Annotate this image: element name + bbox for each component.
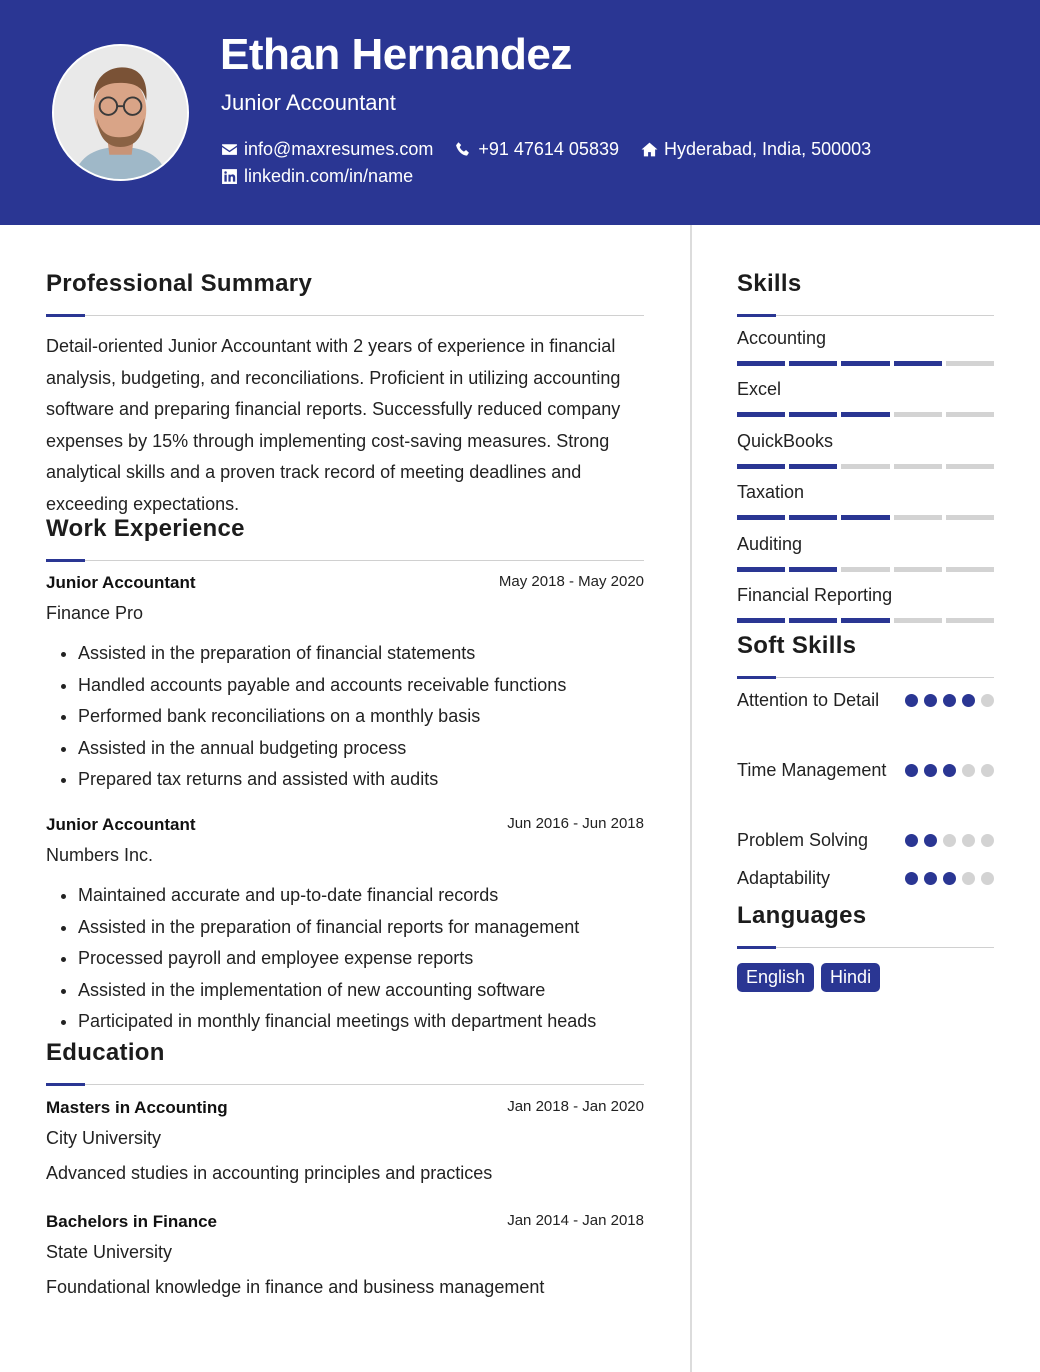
skill-level-segment [894, 412, 942, 417]
skills-section [737, 270, 994, 317]
phone-icon [455, 141, 472, 158]
rating-dot [905, 834, 918, 847]
rating-dot [962, 694, 975, 707]
skill-item [737, 534, 994, 572]
job-company: Numbers Inc. [46, 845, 154, 865]
rating-dot [962, 872, 975, 885]
languages-heading: Languages [737, 902, 867, 929]
skill-name: Excel [737, 379, 782, 399]
summary-heading: Professional Summary [46, 270, 313, 297]
phone-contact[interactable] [455, 139, 619, 160]
skill-level-segment [737, 618, 785, 623]
skill-level-segment [737, 361, 785, 366]
soft-skill-rating [905, 825, 994, 856]
bullet-item: • Prepared tax returns and assisted with audits [78, 764, 644, 796]
section-rule [46, 1083, 644, 1086]
skill-level-bar [737, 412, 994, 417]
language-tag: Hindi [821, 963, 880, 992]
degree-title: Masters in Accounting [46, 1098, 228, 1117]
soft-skills-section [737, 632, 994, 679]
skill-name: Accounting [737, 328, 827, 348]
rating-dot [924, 834, 937, 847]
school-name: State University [46, 1242, 173, 1262]
education-date: Jan 2018 - Jan 2020 [507, 1098, 644, 1115]
skill-level-bar [737, 618, 994, 623]
bullet-item: • Assisted in the implementation of new accounting software [78, 975, 644, 1007]
skill-level-segment [946, 618, 994, 623]
language-tags [737, 963, 994, 992]
address-text: Hyderabad, India, 500003 [663, 139, 872, 159]
job-date: May 2018 - May 2020 [498, 573, 644, 590]
bullet-item: • Performed bank reconciliations on a monthly basis [78, 701, 644, 733]
bullet-item: • Maintained accurate and up-to-date financial records [78, 880, 644, 912]
rating-dot [962, 764, 975, 777]
section-rule [737, 314, 994, 317]
rating-dot [943, 872, 956, 885]
rating-dot [943, 834, 956, 847]
skill-level-segment [737, 464, 785, 469]
phone-text: +91 47614 05839 [478, 139, 619, 159]
skill-item [737, 328, 994, 366]
skill-level-segment [789, 618, 837, 623]
soft-skill-item [737, 685, 994, 716]
skill-item [737, 431, 994, 469]
skill-level-segment [737, 412, 785, 417]
job-date: Jun 2016 - Jun 2018 [507, 815, 644, 832]
skill-level-segment [841, 567, 889, 572]
skill-name: Taxation [737, 482, 805, 502]
skill-level-segment [894, 361, 942, 366]
skill-level-segment [789, 361, 837, 366]
skill-level-segment [789, 412, 837, 417]
linkedin-contact[interactable] [221, 166, 413, 187]
section-rule [46, 314, 644, 317]
experience-section [46, 515, 644, 562]
job-entry [46, 815, 644, 1038]
skill-level-segment [737, 567, 785, 572]
bullet-item: • Processed payroll and employee expense reports [78, 943, 644, 975]
rating-dot [905, 764, 918, 777]
skills-heading: Skills [737, 270, 802, 297]
skill-name: QuickBooks [737, 431, 834, 451]
skill-item [737, 379, 994, 417]
resume-header [0, 0, 1040, 225]
skill-name: Financial Reporting [737, 585, 893, 605]
education-heading: Education [46, 1039, 165, 1066]
skill-name: Auditing [737, 534, 803, 554]
job-entry [46, 573, 644, 796]
contact-row [221, 139, 893, 160]
bullet-item: • Handled accounts payable and accounts receivable functions [78, 670, 644, 702]
linkedin-text: linkedin.com/in/name [244, 166, 414, 186]
skill-level-segment [789, 464, 837, 469]
section-heading [46, 270, 644, 310]
rating-dot [924, 872, 937, 885]
skill-level-segment [946, 361, 994, 366]
rating-dot [943, 694, 956, 707]
skill-level-segment [894, 464, 942, 469]
experience-heading: Work Experience [46, 515, 245, 542]
education-date: Jan 2014 - Jan 2018 [507, 1212, 644, 1229]
section-heading [737, 632, 994, 672]
section-rule [737, 946, 994, 949]
rating-dot [924, 694, 937, 707]
education-entry [46, 1212, 644, 1298]
profile-photo-icon [54, 46, 187, 179]
soft-skill-item [737, 825, 994, 856]
summary-section [46, 270, 644, 521]
skill-level-segment [737, 515, 785, 520]
rating-dot [943, 764, 956, 777]
soft-skill-item [737, 755, 994, 786]
contact-row-2 [221, 166, 435, 187]
skill-level-segment [789, 567, 837, 572]
job-title: Junior Accountant [46, 815, 196, 834]
skill-level-bar [737, 567, 994, 572]
skill-item [737, 482, 994, 520]
skill-level-bar [737, 464, 994, 469]
section-heading [737, 902, 994, 942]
rating-dot [962, 834, 975, 847]
job-bullets [46, 880, 644, 1038]
skill-level-segment [946, 515, 994, 520]
soft-skill-rating [905, 755, 994, 786]
column-divider [690, 225, 692, 1372]
envelope-icon [221, 141, 238, 158]
section-rule [737, 676, 994, 679]
education-description: Advanced studies in accounting principles and practices [46, 1163, 493, 1183]
skill-level-segment [946, 464, 994, 469]
skill-level-segment [841, 361, 889, 366]
rating-dot [981, 872, 994, 885]
bullet-item: • Participated in monthly financial meetings with department heads [78, 1006, 644, 1038]
bullet-item: • Assisted in the preparation of financial statements [78, 638, 644, 670]
skill-level-segment [841, 464, 889, 469]
address-contact [641, 139, 871, 160]
soft-skill-item [737, 863, 994, 894]
skill-level-segment [946, 412, 994, 417]
home-icon [641, 141, 658, 158]
school-name: City University [46, 1128, 162, 1148]
section-heading [737, 270, 994, 310]
email-contact[interactable] [221, 139, 433, 160]
section-rule [46, 559, 644, 562]
skill-level-segment [894, 515, 942, 520]
bullet-item: • Assisted in the preparation of financial reports for management [78, 912, 644, 944]
rating-dot [981, 694, 994, 707]
soft-skill-rating [905, 685, 994, 716]
avatar [52, 44, 189, 181]
degree-title: Bachelors in Finance [46, 1212, 217, 1231]
skill-level-segment [841, 412, 889, 417]
rating-dot [924, 764, 937, 777]
job-company: Finance Pro [46, 603, 144, 623]
summary-text: Detail-oriented Junior Accountant with 2 years of experience in financial analysis, budgeting, and reconciliations. Proficient in utilizing accounting software and preparing financial reports. Successfully reduced company expenses by 15% through implementing cost-saving measures. Strong analytical skills and a proven track record of meeting deadlines and exceeding expectations. [46, 336, 621, 514]
language-tag: English [737, 963, 814, 992]
education-section [46, 1039, 644, 1086]
rating-dot [905, 694, 918, 707]
email-text: info@maxresumes.com [244, 139, 434, 159]
section-heading [46, 515, 644, 555]
soft-skill-name: Attention to Detail [737, 690, 880, 710]
skill-level-bar [737, 361, 994, 366]
soft-skill-name: Time Management [737, 760, 887, 780]
bullet-item: • Assisted in the annual budgeting process [78, 733, 644, 765]
rating-dot [905, 872, 918, 885]
languages-section [737, 902, 994, 992]
rating-dot [981, 764, 994, 777]
soft-skills-heading: Soft Skills [737, 632, 857, 659]
skill-level-segment [946, 567, 994, 572]
skill-level-segment [841, 618, 889, 623]
job-title: Junior Accountant [46, 573, 196, 592]
skill-level-segment [789, 515, 837, 520]
soft-skill-name: Problem Solving [737, 830, 869, 850]
skill-item [737, 585, 994, 623]
education-entry [46, 1098, 644, 1184]
education-description: Foundational knowledge in finance and business management [46, 1277, 545, 1297]
section-heading [46, 1039, 644, 1079]
soft-skill-name: Adaptability [737, 868, 831, 888]
skill-level-bar [737, 515, 994, 520]
soft-skill-rating [905, 863, 994, 894]
rating-dot [981, 834, 994, 847]
skill-level-segment [841, 515, 889, 520]
skill-level-segment [894, 618, 942, 623]
job-bullets [46, 638, 644, 796]
candidate-title: Junior Accountant [221, 90, 396, 115]
linkedin-icon [221, 168, 238, 185]
candidate-name: Ethan Hernandez [220, 30, 572, 79]
skill-level-segment [894, 567, 942, 572]
